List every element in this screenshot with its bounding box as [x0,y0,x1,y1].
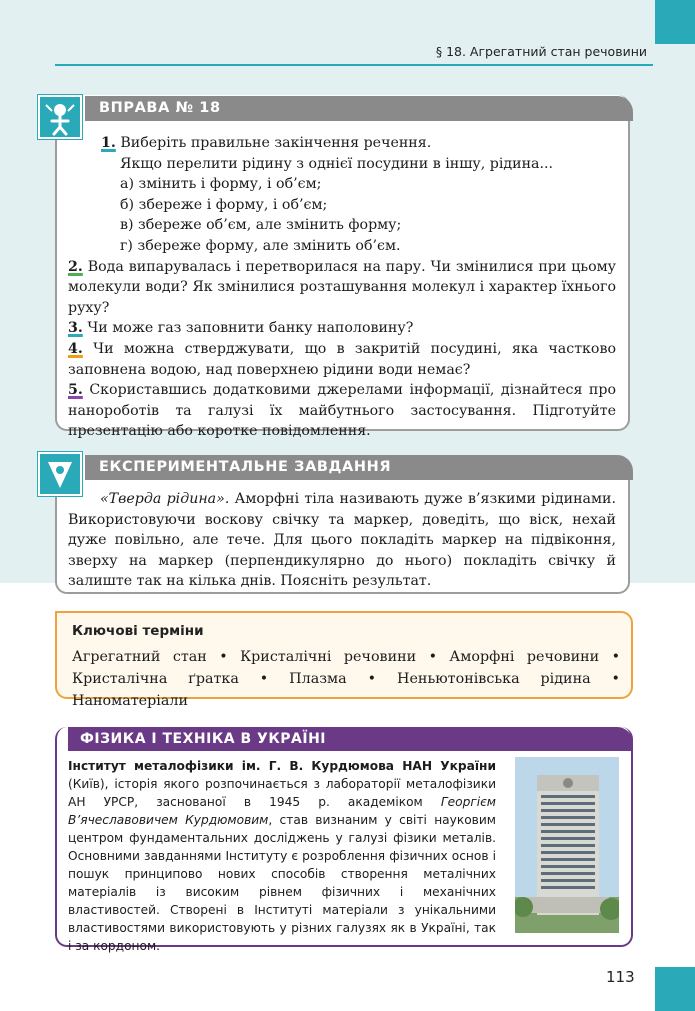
question-1-option-c: в) збереже об’єм, але змінить форму; [120,217,402,234]
physics-title-bar: ФІЗИКА І ТЕХНІКА В УКРАЇНІ [68,727,633,751]
corner-tab [655,0,695,44]
physics-text [68,757,496,955]
question-5-number: 5. [68,382,83,399]
exercise-content [68,133,616,442]
key-terms-list: Агрегатний стан • Кристалічні речовини • Аморфні речовини • Кристалічна ґратка • Плазма • Неньютонівська рідина • Наноматеріали [72,649,620,709]
question-1-option-d: г) збереже форму, але змінить об’єм. [120,237,401,254]
institute-name: Інститут металофізики ім. Г. В. Курдюмова НАН України [68,759,496,773]
question-3-text: Чи може газ заповнити банку наполовину? [87,320,414,337]
physics-text-part2: , став визнаним у світі науковим центром фундаментальних досліджень у галузі фізики металів. Основними завданнями Інституту є розроблення фізичних основ і пошук принципово нових способів створення металічних матеріалів із високим рівнем фізичних і механічних властивостей. Створені в Інституті матеріали з унікальними властивостями використовують у різних галузях як в Україні, так і за кордоном. [68,813,496,953]
header-divider [55,64,653,66]
question-1-stem: Якщо перелити рідину з однієї посудини в іншу, рідина... [120,155,554,172]
question-2-number: 2. [68,258,83,275]
institute-building-photo [515,757,619,933]
physics-text-part1: (Київ), історія якого розпочинається з лабораторії металофізики АН УРСР, заснованої в 1945 р. академіком [68,777,496,809]
experiment-content [68,489,616,592]
exercise-title-bar: ВПРАВА № 18 [85,96,633,121]
key-terms-title: Ключові терміни [72,623,204,639]
page-header-title: § 18. Агрегатний стан речовини [435,44,647,59]
question-4-text: Чи можна стверджувати, що в закритій посудині, яка частково заповнена водою, над поверхнею рідини води немає? [68,340,616,378]
question-2-text: Вода випарувалась і перетворилася на пару. Чи змінилися при цьому молекули води? Як змінилися розташування молекул і характер їхнього руху? [68,258,616,316]
question-1-option-a: а) змінить і форму, і об’єм; [120,176,322,193]
question-1-option-b: б) збереже і форму, і об’єм; [120,196,328,213]
question-5 [68,380,616,442]
question-4-number: 4. [68,340,83,357]
question-5-text: Скориставшись додатковими джерелами інформації, дізнайтеся про нанороботів та галузі їх майбутнього застосування. Підготуйте презентацію або коротке повідомлення. [68,382,616,440]
question-1 [68,133,616,154]
experiment-text: Аморфні тіла називають дуже в’язкими рідинами. Використовуючи воскову свічку та маркер, доведіть, що віск, нехай дуже повільно, але тече. Для цього покладіть маркер на підвіконня, зверху на маркер (перпендикулярно до нього) покладіть свічку й залиште так на кілька днів. Поясніть результат. [68,491,616,590]
question-2 [68,257,616,319]
experiment-title-bar: ЕКСПЕРИМЕНТАЛЬНЕ ЗАВДАННЯ [85,455,633,480]
page-corner-tab [655,967,695,1011]
page-number: 113 [606,968,635,986]
academician-name: Георгієм В’ячеславовичем Курдюмовим [68,795,496,827]
question-4 [68,339,616,380]
question-3-number: 3. [68,320,83,337]
question-1-number: 1. [101,135,116,151]
question-3 [68,318,616,339]
experiment-lead: «Тверда рідина». [100,491,230,507]
experiment-paragraph [68,489,616,592]
question-1-text: Виберіть правильне закінчення речення. [120,135,432,151]
